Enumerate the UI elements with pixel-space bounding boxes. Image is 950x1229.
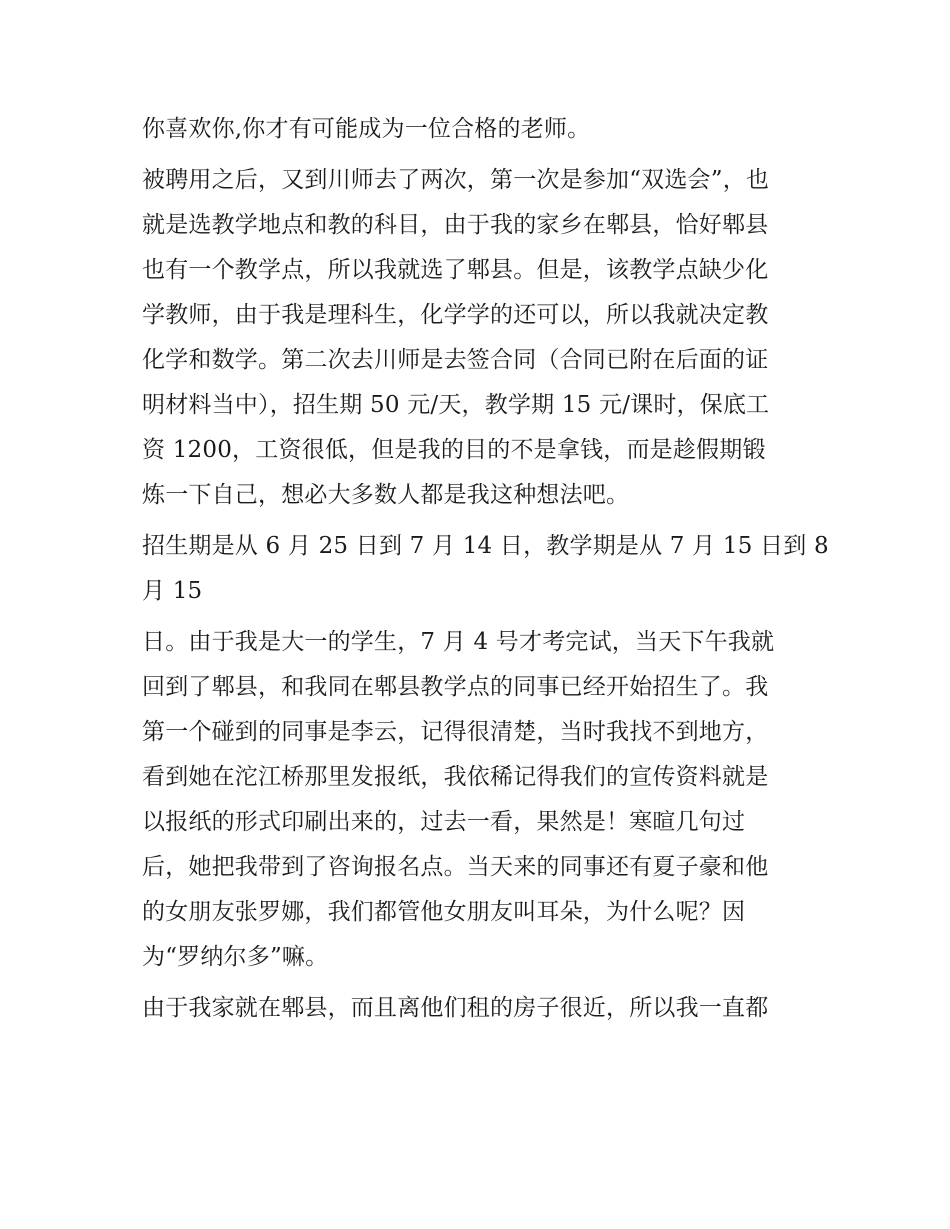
text-line: 招生期是从 6 月 25 日到 7 月 14 日，教学期是从 7 月 15 日到 8	[142, 533, 829, 559]
text-line: 以报纸的形式印刷出来的，过去一看，果然是！寒暄几句过	[142, 809, 746, 835]
text-line: 月 15	[142, 578, 203, 604]
text-line: 资 1200，工资很低，但是我的目的不是拿钱，而是趁假期锻	[142, 437, 766, 463]
text-line: 你喜欢你,你才有可能成为一位合格的老师。	[142, 116, 591, 142]
text-line: 日。由于我是大一的学生，7 月 4 号才考完试，当天下午我就	[142, 629, 775, 655]
text-line: 化学和数学。第二次去川师是去签合同（合同已附在后面的证	[142, 347, 769, 373]
text-line: 炼一下自己，想必大多数人都是我这种想法吧。	[142, 482, 630, 508]
text-line: 的女朋友张罗娜，我们都管他女朋友叫耳朵，为什么呢？因	[142, 899, 746, 925]
text-line: 回到了郫县，和我同在郫县教学点的同事已经开始招生了。我	[142, 674, 769, 700]
text-line: 看到她在沱江桥那里发报纸，我依稀记得我们的宣传资料就是	[142, 764, 769, 790]
text-line: 就是选教学地点和教的科目，由于我的家乡在郫县，恰好郫县	[142, 212, 769, 238]
text-line: 明材料当中），招生期 50 元/天，教学期 15 元/课时，保底工	[142, 392, 770, 418]
text-line: 为“罗纳尔多”嘛。	[142, 944, 329, 970]
body-text	[142, 107, 829, 1031]
text-line: 被聘用之后，又到川师去了两次，第一次是参加“双选会”，也	[142, 167, 770, 193]
text-line: 第一个碰到的同事是李云，记得很清楚，当时我找不到地方，	[142, 719, 769, 745]
text-line: 也有一个教学点，所以我就选了郫县。但是，该教学点缺少化	[142, 257, 769, 283]
text-line: 由于我家就在郫县，而且离他们租的房子很近，所以我一直都	[142, 995, 769, 1021]
text-line: 后，她把我带到了咨询报名点。当天来的同事还有夏子豪和他	[142, 854, 769, 880]
text-line: 学教师，由于我是理科生，化学学的还可以，所以我就决定教	[142, 302, 769, 328]
